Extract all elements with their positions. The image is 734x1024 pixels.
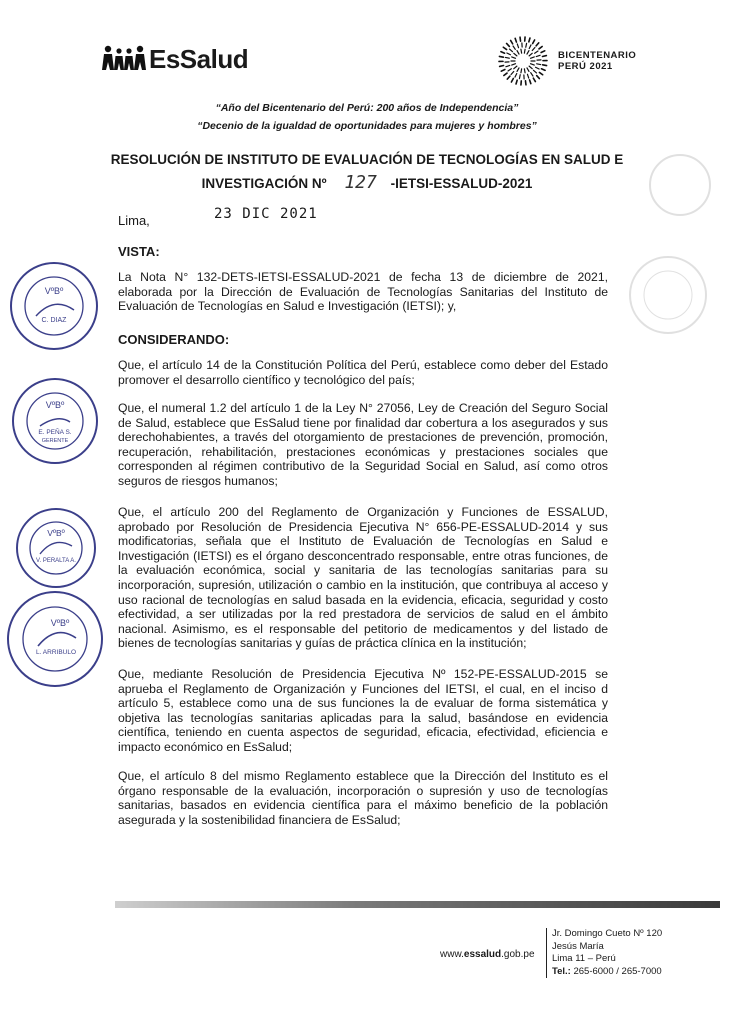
emblem-ray bbox=[516, 80, 517, 84]
brand-name: EsSalud bbox=[149, 44, 249, 74]
emblem-ray bbox=[521, 69, 522, 73]
footer-divider-bar bbox=[115, 901, 720, 908]
emblem-ray bbox=[512, 57, 516, 58]
emblem-ray bbox=[529, 45, 531, 49]
paragraph-5: Que, el artículo 8 del mismo Reglamento establece que la Dirección del Instituto es el órgano responsable de la evaluación, incorporación o supresión y uso de tecnologías sanitarias, basados en evidencia científica para el máximo beneficio de la población asegurada y la sostenibilidad financiera de EsSalud; bbox=[118, 769, 608, 827]
emblem-ray bbox=[514, 53, 517, 56]
emblem-ray bbox=[515, 38, 516, 42]
handwritten-number: 127 bbox=[344, 172, 377, 193]
emblem-ray bbox=[543, 65, 547, 66]
motto-decenio: “Decenio de la igualdad de oportunidades para mujeres y hombres” bbox=[197, 120, 537, 132]
emblem-ray bbox=[539, 72, 542, 74]
considerando-heading: CONSIDERANDO: bbox=[118, 332, 230, 347]
emblem-ray bbox=[500, 66, 504, 67]
emblem-ray bbox=[531, 64, 535, 65]
emblem-ray bbox=[511, 40, 513, 43]
essalud-logo bbox=[102, 44, 248, 72]
emblem-ray bbox=[511, 79, 513, 83]
emblem-ray bbox=[527, 68, 529, 71]
approval-seal-peralta bbox=[14, 506, 98, 595]
emblem-ray bbox=[537, 76, 540, 79]
web-prefix: www. bbox=[440, 949, 464, 960]
seal-name: V. PERALTA A. bbox=[36, 558, 76, 564]
emblem-ray bbox=[529, 53, 532, 56]
emblem-ray bbox=[529, 38, 530, 42]
seal-vb: VºBº bbox=[45, 400, 65, 410]
emblem-ray bbox=[536, 67, 540, 69]
emblem-ray bbox=[499, 56, 503, 57]
emblem-ray bbox=[527, 74, 528, 78]
emblem-ray bbox=[531, 57, 535, 58]
emblem-ray bbox=[541, 51, 545, 53]
paragraph-1: Que, el artículo 14 de la Constitución Política del Perú, establece como deber del Estado promover el desarrollo científico y tecnológico del país; bbox=[118, 358, 608, 387]
emblem-ray bbox=[512, 64, 516, 65]
emblem-ray bbox=[517, 68, 519, 71]
emblem-ray bbox=[507, 43, 510, 46]
address-line1: Jr. Domingo Cueto Nº 120 bbox=[552, 928, 663, 939]
emblem-ray bbox=[521, 49, 522, 53]
emblem-ray bbox=[537, 64, 541, 65]
emblem-ray bbox=[510, 49, 513, 52]
emblem-ray bbox=[507, 53, 511, 55]
motto-bicentenario: “Año del Bicentenario del Perú: 200 años de Independencia” bbox=[215, 102, 519, 114]
emblem-ray bbox=[539, 47, 542, 49]
emblem-ray bbox=[526, 43, 527, 47]
emblem-ray bbox=[504, 73, 507, 75]
title-suffix: -IETSI-ESSALUD-2021 bbox=[390, 176, 533, 191]
emblem-ray bbox=[503, 47, 506, 49]
emblem-ray bbox=[505, 57, 509, 58]
paragraph-3: Que, el artículo 200 del Reglamento de Organización y Funciones de ESSALUD, aprobado por Resolución de Presidencia Ejecutiva N° 656-PE-ESSALUD-2014 y sus modificatorias, señala que el Instituto de Evaluación de Tecnologías en Salud e Investigación (IETSI) es el órgano desconcentrado responsable, entre otras funciones, de la evaluación económica, social y sanitaria de las tecnologías sanitarias para su incorporación, supresión, utilización o cambio en la institución, que contribuya al acceso y uso racional de tecnologías en salud basada en la evidencia, eficacia, seguridad y costo efectividad, a ser utilizadas por la red prestadora de servicios de salud en el ámbito nacional. Asimismo, es el responsable del petitorio de medicamentos y del listado de bienes de tecnologías sanitarias y guías de práctica clínica en la institución; bbox=[118, 505, 608, 651]
place-label: Lima, bbox=[118, 213, 150, 228]
emblem-ray bbox=[511, 71, 514, 74]
emblem-ray bbox=[517, 44, 518, 48]
address-line3: Lima 11 – Perú bbox=[552, 953, 616, 964]
web-suffix: .gob.pe bbox=[501, 949, 535, 960]
footer-website[interactable] bbox=[440, 949, 535, 960]
paragraph-4: Que, mediante Resolución de Presidencia Ejecutiva Nº 152-PE-ESSALUD-2015 se aprueba el Reglamento de Organización y Funciones del IETSI, el cual, en el inciso d artículo 5, establece como una de sus funciones la de evaluar de forma sistemática y objetiva las tecnologías sanitarias aplicadas para la salud, basándose en evidencia científica, teniendo en cuenta aspectos de seguridad, eficacia, efectividad, eficiencia e impacto económico en EsSalud; bbox=[118, 667, 608, 754]
web-bold: essalud bbox=[463, 949, 502, 960]
emblem-ray bbox=[507, 76, 510, 79]
footer-separator bbox=[546, 928, 547, 978]
paragraph-2: Que, el numeral 1.2 del artículo 1 de la Ley N° 27056, Ley de Creación del Seguro Social de Salud, establece que EsSalud tiene por finalidad dar cobertura a los asegurados y sus derechohabientes, a través del otorgamiento de prestaciones de prevención, promoción, recuperación, rehabilitación, prestaciones económicas y prestaciones sociales que corresponden al régimen contributivo de la Seguridad Social en Salud, así como otros seguros de riesgos humanos; bbox=[118, 401, 608, 488]
emblem-ray bbox=[542, 56, 546, 57]
emblem-ray bbox=[513, 46, 515, 49]
emblem-ray bbox=[524, 69, 525, 73]
date-stamp: 23 DIC 2021 bbox=[214, 206, 318, 222]
resolution-title-line2 bbox=[80, 172, 654, 193]
emblem-ray bbox=[508, 69, 511, 71]
seal-name: L. ARRIBULO bbox=[35, 649, 77, 656]
approval-seal-diaz bbox=[8, 260, 100, 357]
emblem-ray bbox=[536, 55, 540, 56]
emblem-ray bbox=[541, 69, 545, 71]
address-phone bbox=[552, 966, 662, 979]
emblem-ray bbox=[533, 40, 535, 44]
bicentenario-line1: BICENTENARIO bbox=[558, 50, 637, 61]
emblem-ray bbox=[533, 78, 535, 81]
footer-address bbox=[552, 928, 662, 978]
bicentenario-emblem-icon bbox=[496, 34, 550, 88]
emblem-ray bbox=[501, 69, 505, 71]
address-line2: Jesús María bbox=[552, 940, 604, 952]
seal-name: C. DIAZ bbox=[41, 317, 67, 324]
emblem-ray bbox=[531, 73, 533, 76]
approval-seal-arribulo bbox=[4, 588, 106, 695]
emblem-ray bbox=[535, 51, 538, 53]
emblem-ray bbox=[530, 80, 531, 84]
emblem-ray bbox=[527, 51, 529, 54]
emblem-ray bbox=[533, 70, 536, 73]
emblem-ray bbox=[506, 65, 510, 66]
seal-role: GERENTE bbox=[41, 438, 69, 444]
vista-text: La Nota N° 132-DETS-IETSI-ESSALUD-2021 de fecha 13 de diciembre de 2021, elaborada por la Dirección de Evaluación de Tecnologías Sanitarias del Instituto de Evaluación de Tecnologías en Salud e Investigación (IETSI); y, bbox=[118, 270, 608, 314]
seal-name: E. PEÑA S. bbox=[38, 429, 72, 436]
seal-vb: VºBº bbox=[47, 528, 65, 538]
bicentenario-logo bbox=[496, 34, 636, 88]
emblem-ray bbox=[529, 66, 532, 69]
emblem-ray bbox=[532, 48, 535, 51]
phone-value: 265-6000 / 265-7000 bbox=[570, 965, 662, 977]
emblem-ray bbox=[517, 51, 519, 54]
phone-label: Tel.: bbox=[552, 965, 571, 977]
emblem-ray bbox=[514, 66, 517, 69]
faint-stamp-top bbox=[640, 150, 720, 225]
bicentenario-line2: PERÚ 2021 bbox=[558, 61, 613, 72]
resolution-title-line1: RESOLUCIÓN DE INSTITUTO DE EVALUACIÓN DE TECNOLOGÍAS EN SALUD E bbox=[110, 152, 624, 167]
approval-seal-pena bbox=[10, 376, 100, 471]
emblem-ray bbox=[524, 49, 525, 53]
emblem-ray bbox=[501, 52, 505, 54]
seal-vb: VºBº bbox=[50, 618, 70, 628]
title-prefix: INVESTIGACIÓN Nº bbox=[201, 176, 327, 191]
faint-stamp-middle bbox=[618, 250, 718, 345]
emblem-ray bbox=[536, 43, 539, 46]
emblem-ray bbox=[519, 75, 520, 79]
emblem-ray bbox=[515, 74, 517, 78]
seal-vb: VºBº bbox=[44, 286, 64, 296]
vista-heading: VISTA: bbox=[118, 244, 160, 259]
family-figures-icon bbox=[102, 44, 146, 72]
